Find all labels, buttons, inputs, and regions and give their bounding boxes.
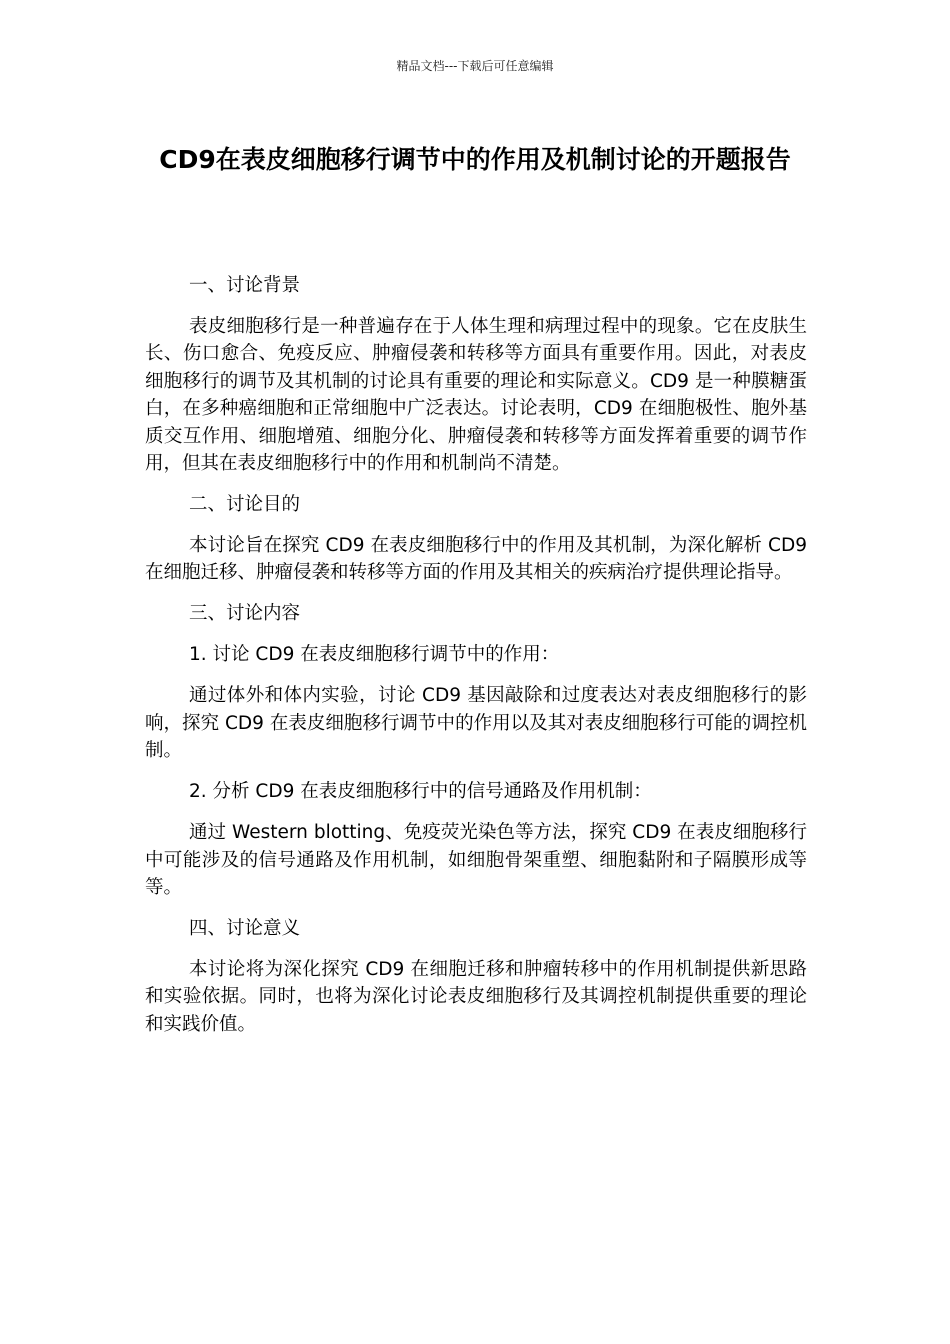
paragraph-significance: 本讨论将为深化探究 CD9 在细胞迁移和肿瘤转移中的作用机制提供新思路和实验依据。同时，也将为深化讨论表皮细胞移行及其调控机制提供重要的理论和实践价值。 (145, 959, 807, 1035)
section-heading-content: 三、讨论内容 (189, 603, 301, 625)
paragraph-background: 表皮细胞移行是一种普遍存在于人体生理和病理过程中的现象。它在皮肤生长、伤口愈合、免疫反应、肿瘤侵袭和转移等方面具有重要作用。因此，对表皮细胞移行的调节及其机制的讨论具有重要的理论和实际意义。CD9 是一种膜糖蛋白，在多种癌细胞和正常细胞中广泛表达。讨论表明，CD9 在细胞极性、胞外基质交互作用、细胞增殖、细胞分化、肿瘤侵袭和转移等方面发挥着重要的调节作用，但其在表皮细胞移行中的作用和机制尚不清楚。 (145, 316, 807, 475)
paragraph-purpose: 本讨论旨在探究 CD9 在表皮细胞移行中的作用及其机制，为深化解析 CD9 在细胞迁移、肿瘤侵袭和转移等方面的作用及其相关的疾病治疗提供理论指导。 (145, 535, 807, 584)
content-item-2-text: 通过 Western blotting、免疫荧光染色等方法，探究 CD9 在表皮细胞移行中可能涉及的信号通路及作用机制，如细胞骨架重塑、细胞黏附和子隔膜形成等等。 (145, 822, 807, 899)
content-item-1-heading: 1. 讨论 CD9 在表皮细胞移行调节中的作用： (189, 644, 560, 666)
document-body (145, 272, 807, 1052)
content-item-1-text: 通过体外和体内实验，讨论 CD9 基因敲除和过度表达对表皮细胞移行的影响，探究 CD9 在表皮细胞移行调节中的作用以及其对表皮细胞移行可能的调控机制。 (145, 685, 807, 762)
section-heading-background: 一、讨论背景 (189, 275, 301, 296)
document-title: CD9在表皮细胞移行调节中的作用及机制讨论的开题报告 (159, 145, 791, 174)
header-note: 精品文档---下载后可任意编辑 (396, 59, 554, 73)
content-item-2-heading: 2. 分析 CD9 在表皮细胞移行中的信号通路及作用机制： (189, 781, 652, 803)
section-heading-purpose: 二、讨论目的 (189, 494, 301, 516)
section-heading-significance: 四、讨论意义 (189, 918, 301, 940)
